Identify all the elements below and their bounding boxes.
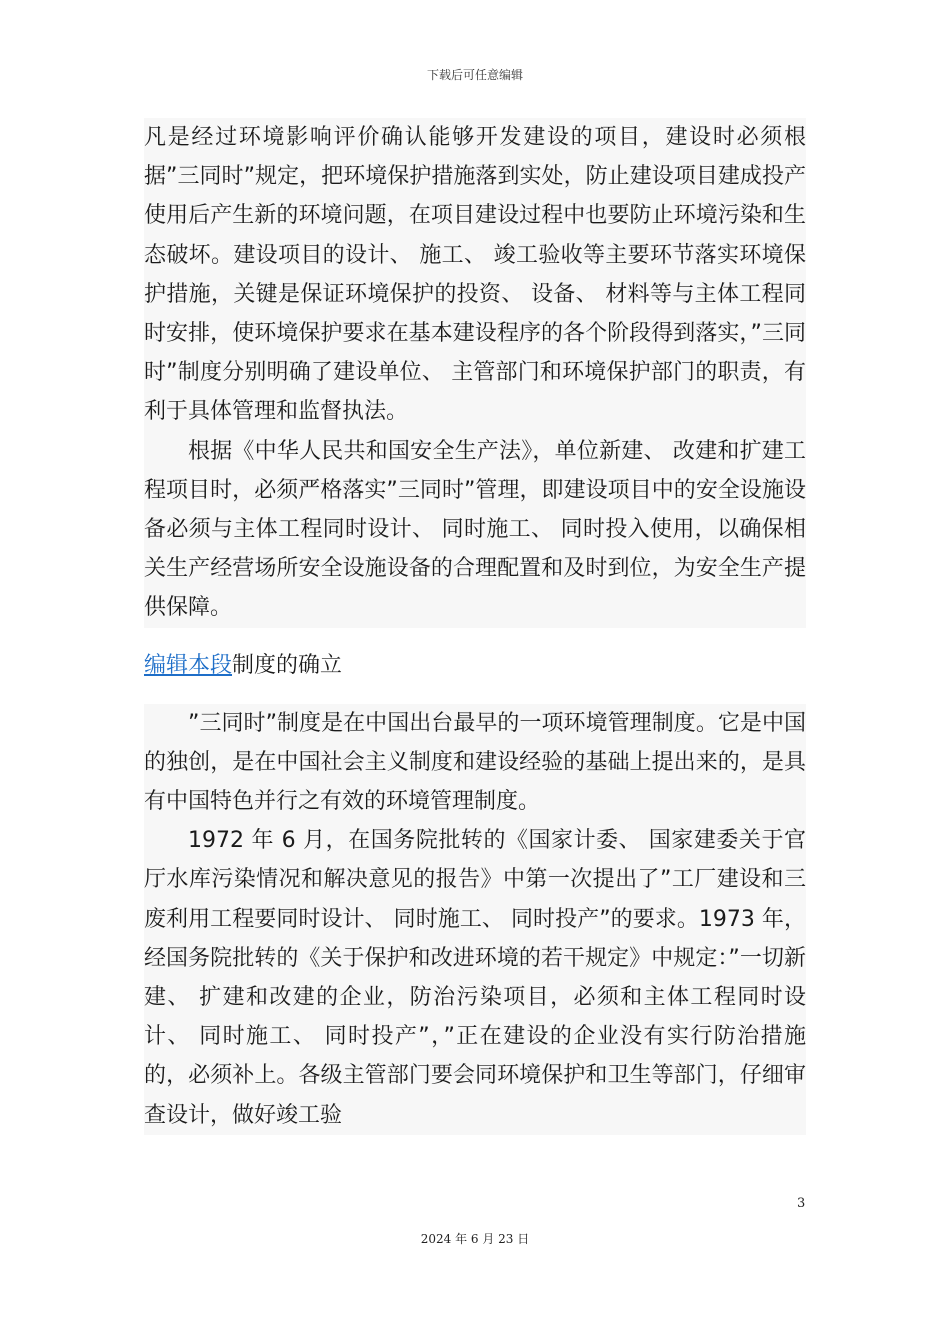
section-title: 制度的确立	[232, 652, 343, 678]
paragraph-history: 1972 年 6 月，在国务院批转的《国家计委、 国家建委关于官厅水库污染情况和解决意见的报告》中第一次提出了”工厂建设和三废利用工程要同时设计、 同时施工、 同时投产”的要求。1973 年，经国务院批转的《关于保护和改进环境的若干规定》中规定：”一切新建、 扩建和改建的企业，防治污染项目，必须和主体工程同时设计、 同时施工、 同时投产”，”正在建设的企业没有实行防治措施的，必须补上。各级主管部门要会同环境保护和卫生等部门，仔细审查设计，做好竣工验	[144, 828, 806, 1128]
paragraph-safety-law: 根据《中华人民共和国安全生产法》，单位新建、 改建和扩建工程项目时，必须严格落实”三同时”管理，即建设项目中的安全设施设备必须与主体工程同时设计、 同时施工、 同时投入使用，以确保相关生产经营场所安全设施设备的合理配置和及时到位，为安全生产提供保障。	[144, 438, 806, 621]
page-number: 3	[797, 1196, 806, 1211]
text-block-2	[144, 704, 806, 1135]
document-body	[144, 118, 806, 1135]
section-heading	[144, 628, 806, 704]
text-block-1	[144, 118, 806, 628]
edit-section-link[interactable]: 编辑本段	[144, 652, 233, 678]
page-footer-date: 2024 年 6 月 23 日	[420, 1232, 530, 1246]
page-header: 下载后可任意编辑	[426, 68, 523, 82]
paragraph-eia: 凡是经过环境影响评价确认能够开发建设的项目，建设时必须根据”三同时”规定，把环境保护措施落到实处，防止建设项目建成投产使用后产生新的环境问题，在项目建设过程中也要防止环境污染和生态破坏。建设项目的设计、 施工、 竣工验收等主要环节落实环境保护措施，关键是保证环境保护的投资、 设备、 材料等与主体工程同时安排，使环境保护要求在基本建设程序的各个阶段得到落实，”三同时”制度分别明确了建设单位、 主管部门和环境保护部门的职责，有利于具体管理和监督执法。	[144, 125, 806, 425]
paragraph-origin: ”三同时”制度是在中国出台最早的一项环境管理制度。它是中国的独创，是在中国社会主义制度和建设经验的基础上提出来的，是具有中国特色并行之有效的环境管理制度。	[144, 710, 806, 815]
